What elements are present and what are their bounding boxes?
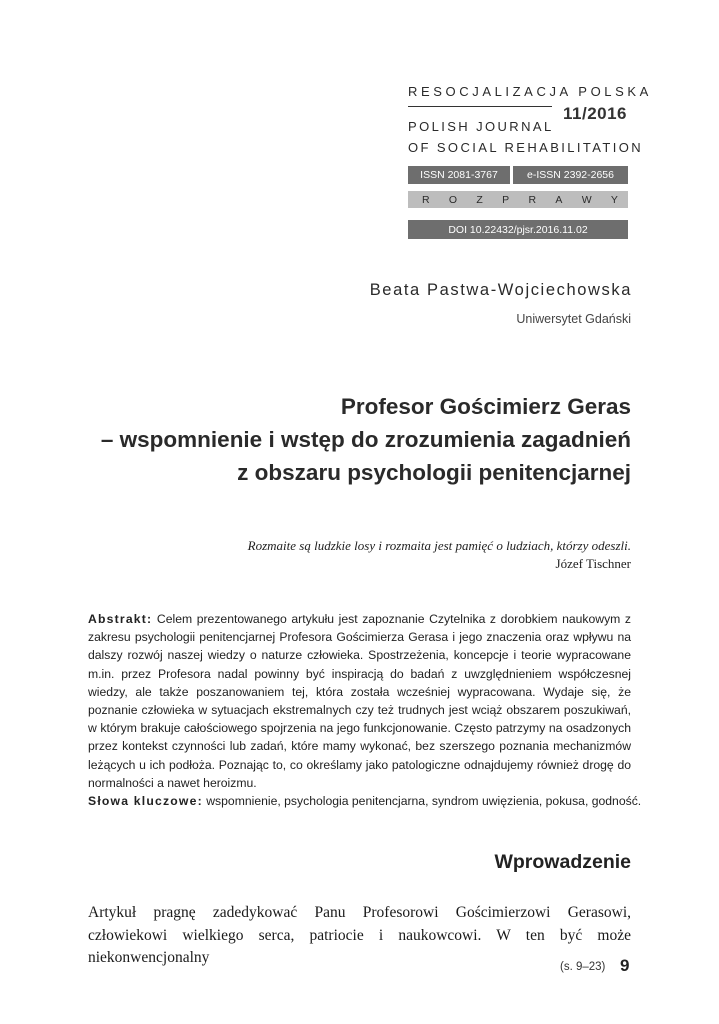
article-title: [71, 390, 631, 489]
section-letter: Y: [610, 193, 618, 206]
keywords-text: wspomnienie, psychologia penitencjarna, syndrom uwięzienia, pokusa, godność.: [206, 794, 642, 809]
page-range: (s. 9–23): [560, 961, 606, 973]
journal-title-en-line1: POLISH JOURNAL: [408, 119, 554, 134]
section-letter: O: [448, 193, 458, 206]
doi-badge: DOI 10.22432/pjsr.2016.11.02: [408, 220, 628, 239]
section-letter: W: [581, 193, 592, 206]
journal-title-divider: [408, 106, 552, 107]
eissn-badge: e-ISSN 2392-2656: [513, 166, 628, 184]
article-title-line: – wspomnienie i wstęp do zrozumienia zagadnień: [100, 427, 631, 452]
article-title-line: z obszaru psychologii penitencjarnej: [237, 460, 631, 485]
article-title-line: Profesor Gościmierz Geras: [340, 394, 631, 419]
body-paragraph: Artykuł pragnę zadedykować Panu Profesorowi Gościmierzowi Gerasowi, człowiekowi wielkiego serca, patriocie i naukowcowi. W ten być może niekonwencjonalny: [88, 904, 631, 966]
section-letter: R: [422, 193, 430, 206]
section-letter: A: [555, 193, 563, 206]
author-name: Beata Pastwa-Wojciechowska: [369, 281, 632, 299]
journal-issue: 11/2016: [563, 104, 628, 123]
journal-title-pl: RESOCJALIZACJA POLSKA: [408, 84, 652, 99]
section-letter: Z: [476, 193, 483, 206]
section-letter: R: [528, 193, 537, 206]
section-heading: Wprowadzenie: [494, 851, 631, 873]
author-affiliation: Uniwersytet Gdański: [516, 312, 631, 326]
section-letter: P: [502, 193, 510, 206]
epigraph-quote: Rozmaite są ludzkie losy i rozmaita jest pamięć o ludziach, którzy odeszli.: [247, 538, 631, 553]
abstract-label: Abstrakt:: [88, 612, 153, 626]
section-type-banner: [408, 191, 628, 208]
page-number: 9: [620, 956, 630, 975]
keywords-label: Słowa kluczowe:: [88, 794, 203, 809]
abstract-text: Celem prezentowanego artykułu jest zapoznanie Czytelnika z dorobkiem naukowym z zakresu psychologii penitencjarnej Profesora Gościmierza Gerasa i jego znaczenia oraz wpływu na dalszy rozwój naszej wiedzy o naturze człowieka. Spostrzeżenia, koncepcje i teorie wypracowane m.in. przez Profesora nadal powinny być inspiracją do badań z uwzględnieniem współczesnej wiedzy, ale także poszanowaniem tej, która została wcześniej wypracowana. Wydaje się, że poznanie człowieka w sytuacjach ekstremalnych czy też trudnych jest wciąż obszarem poszukiwań, w którym brakuje całościowego spojrzenia na jego funkcjonowanie. Często patrzymy na osadzonych przez kontekst czynności lub zadań, które mamy wykonać, bez szerszego poznania mechanizmów leżących u ich podłoża. Poznając to, co określamy jako patologiczne odnajdujemy również drogę do normalności a nawet heroizmu.: [88, 612, 632, 790]
epigraph-attribution: Józef Tischner: [555, 556, 631, 571]
issn-badge: ISSN 2081-3767: [408, 166, 510, 184]
journal-title-en-line2: OF SOCIAL REHABILITATION: [408, 140, 644, 155]
abstract: [88, 610, 642, 810]
epigraph: [248, 537, 631, 573]
